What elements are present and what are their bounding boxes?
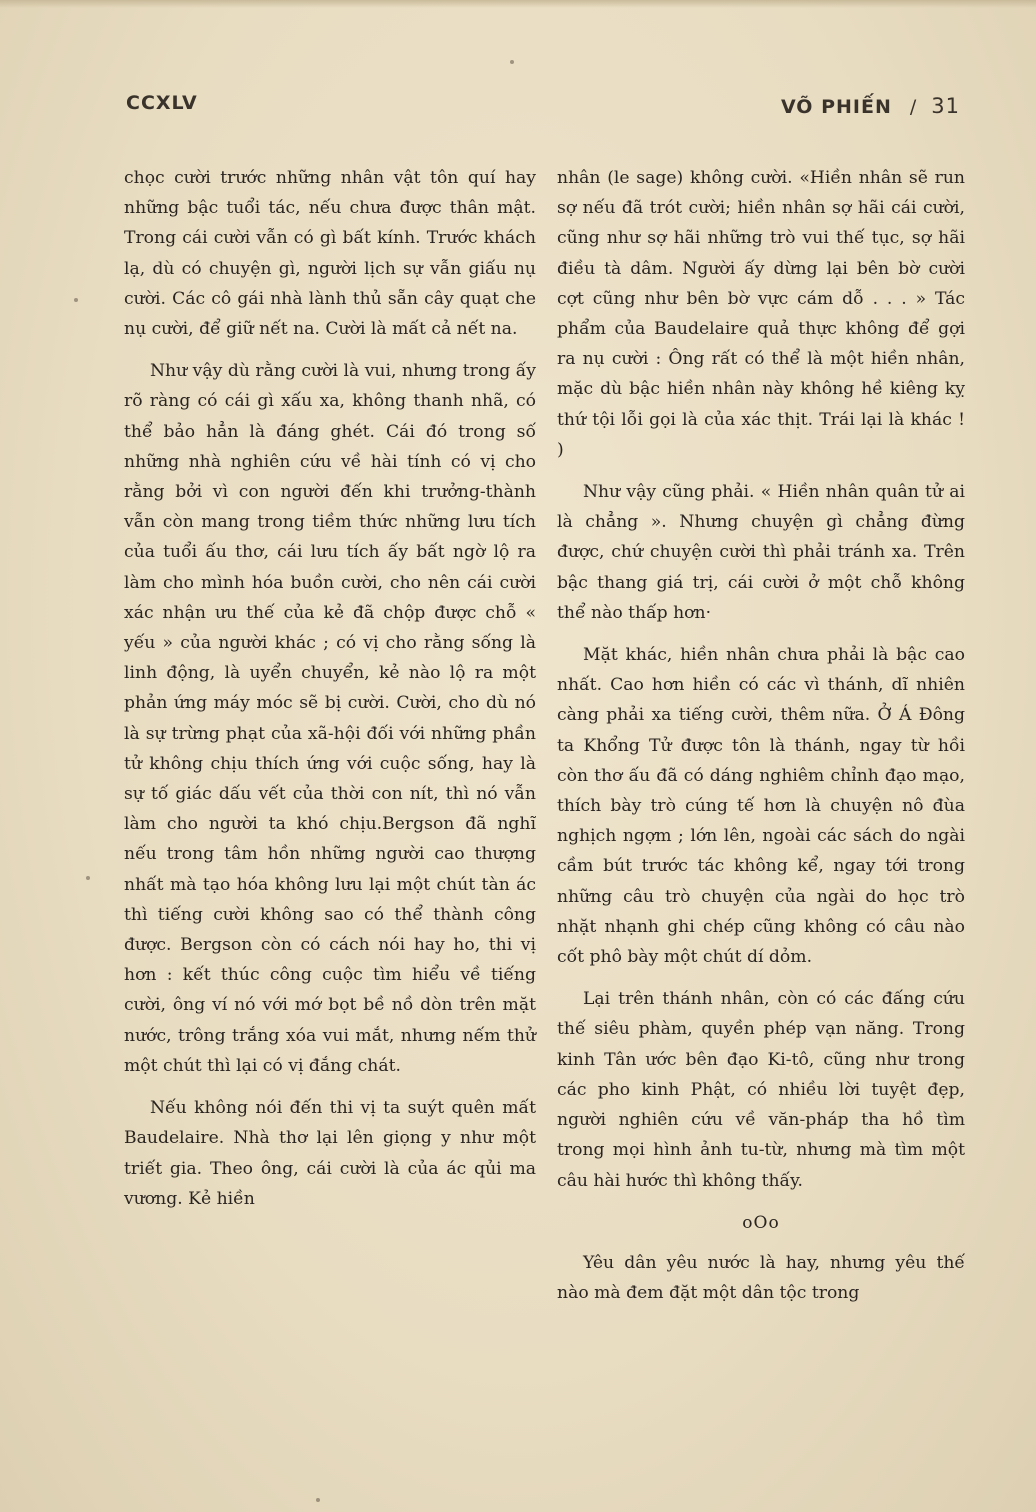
paragraph: Nếu không nói đến thi vị ta suýt quên mất Baudelaire. Nhà thơ lại lên giọng y như một triết gia. Theo ông, cái cười là của ác qủi ma vương. Kẻ hiền (124, 1098, 536, 1209)
paragraph: nhân (le sage) không cười. «Hiền nhân sẽ run sợ nếu đã trót cười; hiền nhân sợ hãi cái cười, cũng như sợ hãi những trò vui thế tục, sợ hãi điều tà dâm. Người ấy dừng lại bên bờ cười cợt cũng như bên bờ vực cám dỗ . . . » Tác phẩm của Baudelaire quả thực không để gợi ra nụ cười : Ông rất có thể là một hiền nhân, mặc dù bậc hiền nhân này không hề kiêng kỵ thứ tội lỗi gọi là của xác thịt. Trái lại là khác ! ) (557, 168, 965, 460)
right-column (557, 163, 965, 1308)
chapter-number: CCXLV (126, 92, 198, 114)
page-top-edge (0, 0, 1036, 8)
running-header (781, 94, 960, 118)
paragraph: Mặt khác, hiền nhân chưa phải là bậc cao nhất. Cao hơn hiền có các vì thánh, dĩ nhiên càng phải xa tiếng cười, thêm nữa. Ở Á Đông ta Khổng Tử được tôn là thánh, ngay từ hồi còn thơ ấu đã có dáng nghiêm chỉnh đạo mạo, thích bày trò cúng tế hơn là chuyện nô đùa nghịch ngợm ; lớn lên, ngoài các sách do ngài cầm bút trước tác không kể, ngay tới trong những câu trò chuyện của ngài do học trò nhặt nhạnh ghi chép cũng không có câu nào cốt phô bày một chút dí dỏm. (557, 645, 965, 968)
header-separator: / (909, 96, 918, 118)
paragraph: chọc cười trước những nhân vật tôn quí hay những bậc tuổi tác, nếu chưa được thân mật. Trong cái cười vẫn có gì bất kính. Trước khách lạ, dù có chuyện gì, người lịch sự vẫn giấu nụ cười. Các cô gái nhà lành thủ sẵn cây quạt che nụ cười, để giữ nết na. Cười là mất cả nết na. (124, 168, 536, 340)
left-column (124, 163, 536, 1214)
ink-speck (316, 1498, 320, 1502)
section-divider: oOo (742, 1212, 780, 1233)
ink-speck (74, 298, 78, 302)
paragraph: Lại trên thánh nhân, còn có các đấng cứu thế siêu phàm, quyền phép vạn năng. Trong kinh Tân ước bên đạo Ki-tô, cũng như trong các pho kinh Phật, có nhiều lời tuyệt đẹp, người nghiên cứu về văn-pháp tha hồ tìm trong mọi hình ảnh tu-từ, nhưng mà tìm một câu hài hước thì không thấy. (557, 989, 965, 1191)
paragraph: Như vậy dù rằng cười là vui, nhưng trong ấy rõ ràng có cái gì xấu xa, không thanh nhã, có thể bảo hẳn là đáng ghét. Cái đó trong số những nhà nghiên cứu về hài tính có vị cho rằng bởi vì con người đến khi trưởng-thành vẫn còn mang trong tiềm thức những lưu tích của tuổi ấu thơ, cái lưu tích ấy bất ngờ lộ ra làm cho mình hóa buồn cười, cho nên cái cười xác nhận ưu thế của kẻ đã chộp được chỗ « yếu » của người khác ; có vị cho rằng sống là linh động, là uyển chuyển, kẻ nào lộ ra một phản ứng máy móc sẽ bị cười. Cười, cho dù nó là sự trừng phạt của xã-hội đối với những phần tử không chịu thích ứng với cuộc sống, hay là sự tố giác dấu vết của thời con nít, thì nó vẫn làm cho người ta khó chịu.Bergson đã nghĩ nếu trong tâm hồn những người cao thượng nhất mà tạo hóa không lưu lại một chút tàn ác thì tiếng cười không sao có thể thành công được. Bergson còn có cách nói hay ho, thi vị hơn : kết thúc công cuộc tìm hiểu về tiếng cười, ông ví nó với mớ bọt bề nồ dòn trên mặt nước, trông trắng xóa vui mắt, nhưng nếm thử một chút thì lại có vị đắng chát. (124, 361, 536, 1076)
paragraph: Như vậy cũng phải. « Hiền nhân quân tử ai là chẳng ». Nhưng chuyện gì chẳng đừng được, chứ chuyện cười thì phải tránh xa. Trên bậc thang giá trị, cái cười ở một chỗ không thể nào thấp hơn· (557, 482, 965, 623)
page-number: 31 (931, 94, 960, 118)
ink-speck (86, 876, 90, 880)
paragraph: Yêu dân yêu nước là hay, nhưng yêu thế nào mà đem đặt một dân tộc trong (557, 1252, 965, 1304)
author-name: VÕ PHIẾN (780, 96, 892, 118)
ink-speck (510, 60, 514, 64)
